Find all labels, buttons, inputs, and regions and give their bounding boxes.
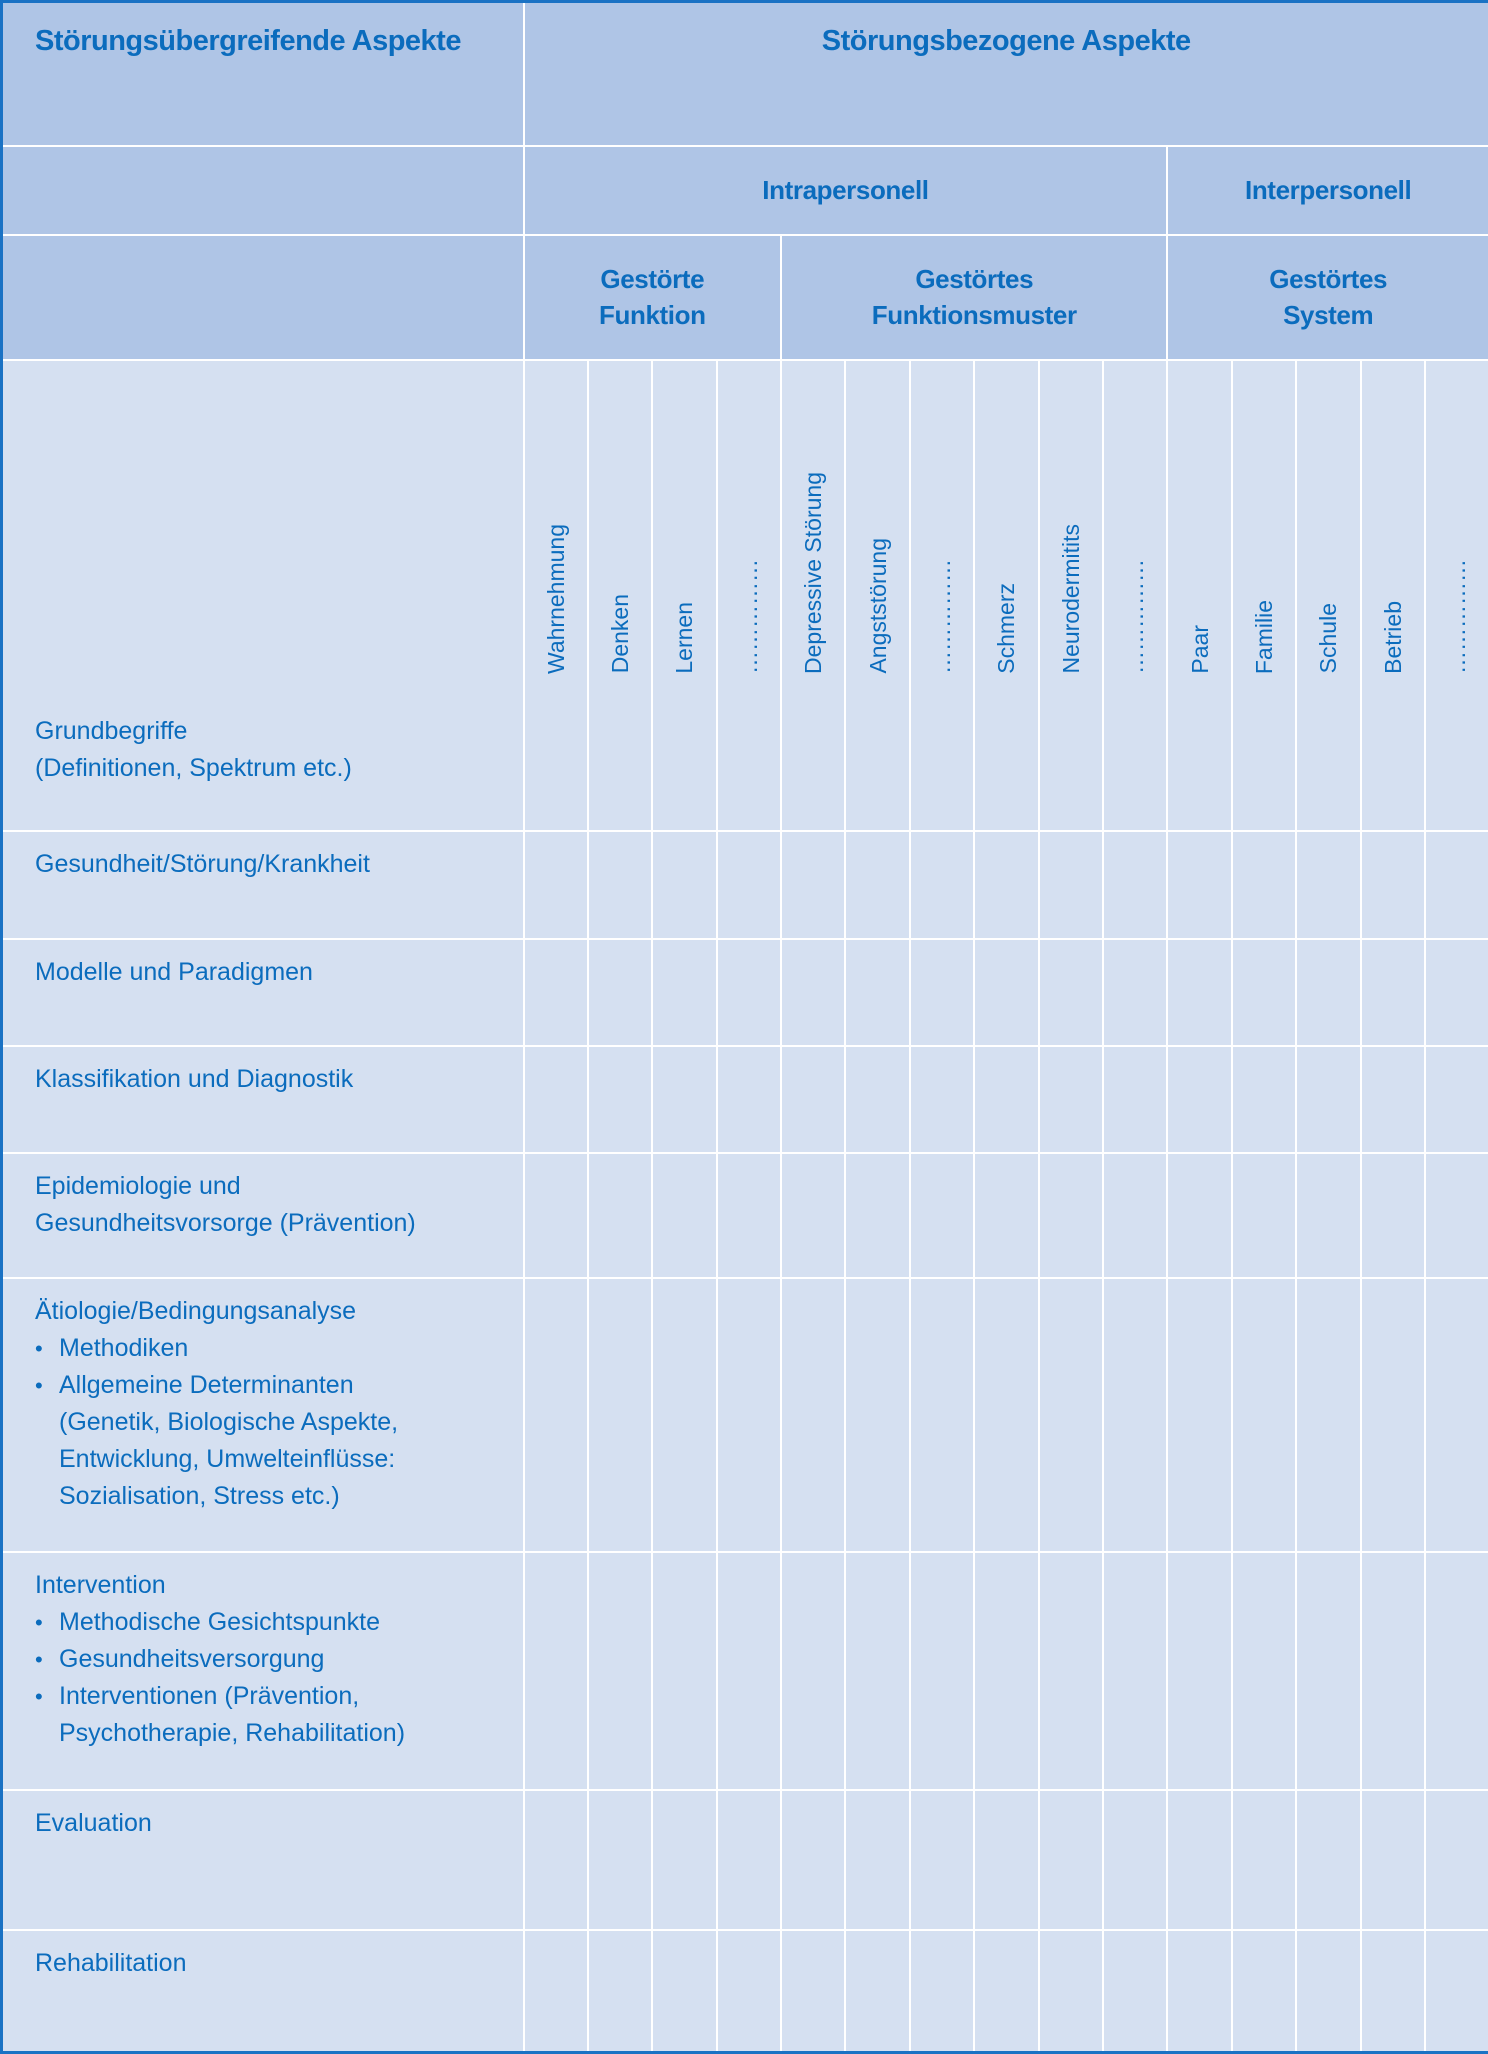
column-label: Lernen: [671, 602, 698, 674]
matrix-cell: [588, 1930, 652, 2052]
matrix-cell: [1167, 939, 1231, 1046]
matrix-cell: [1039, 1930, 1103, 2052]
bullet-text-line: Sozialisation, Stress etc.): [59, 1482, 340, 1511]
matrix-cell: [1167, 831, 1231, 939]
matrix-cell: [1039, 1046, 1103, 1153]
matrix-cell: [717, 939, 781, 1046]
row-label-line: Ätiologie/Bedingungsanalyse: [35, 1297, 357, 1326]
matrix-cell: [845, 939, 909, 1046]
table-row: [2, 939, 1488, 1046]
matrix-cell: [1425, 1278, 1488, 1552]
row-label-line: Gesundheit/Störung/Krankheit: [35, 849, 370, 878]
matrix-cell: [1103, 1790, 1167, 1930]
matrix-cell: [974, 1153, 1038, 1278]
matrix-cell: [1361, 1046, 1425, 1153]
row-label: [3, 1154, 523, 1242]
header-disturbed-system-label: Gestörtes System: [1269, 264, 1388, 331]
matrix-cell: [588, 1046, 652, 1153]
matrix-cell: [1232, 1046, 1296, 1153]
matrix-cell: [588, 1790, 652, 1930]
table-row: [2, 360, 1488, 831]
matrix-cell: [1425, 1790, 1488, 1930]
bullet-item: [35, 1678, 523, 1752]
matrix-cell: [974, 1278, 1038, 1552]
matrix-cell: [1232, 939, 1296, 1046]
header-row-3: [2, 235, 1488, 360]
matrix-cell: [1039, 831, 1103, 939]
bullet-text-line: Gesundheitsversorgung: [59, 1645, 325, 1674]
matrix-cell: [1039, 1790, 1103, 1930]
bullet-text: [59, 1641, 324, 1678]
bullet-icon: •: [35, 1610, 43, 1636]
matrix-cell: [524, 1278, 588, 1552]
bullet-text-line: (Genetik, Biologische Aspekte,: [59, 1408, 399, 1437]
table-row: [2, 1552, 1488, 1790]
matrix-cell: [1232, 1278, 1296, 1552]
column-header-cell: [1232, 360, 1296, 831]
matrix-cell: [652, 1790, 716, 1930]
row-label-line: Klassifikation und Diagnostik: [35, 1064, 354, 1093]
matrix-cell: [524, 1153, 588, 1278]
column-header-cell: [1425, 360, 1488, 831]
table-row: [2, 1153, 1488, 1278]
header-disorder-related-aspects: Störungsbezogene Aspekte: [524, 2, 1488, 146]
matrix-cell: [1039, 939, 1103, 1046]
matrix-cell: [1425, 1930, 1488, 2052]
matrix-cell: [1103, 1278, 1167, 1552]
matrix-cell: [1296, 1278, 1360, 1552]
matrix-cell: [1167, 1790, 1231, 1930]
header-empty-cell: [2, 235, 524, 360]
column-header-cell: [910, 360, 974, 831]
matrix-cell: [781, 1930, 845, 2052]
matrix-cell: [1103, 1930, 1167, 2052]
header-intrapersonal: Intrapersonell: [524, 146, 1168, 235]
matrix-cell: [1361, 1790, 1425, 1930]
row-label: [3, 1047, 523, 1098]
bullet-item: [35, 1330, 523, 1367]
row-label-line: Rehabilitation: [35, 1949, 187, 1978]
matrix-cell: [1296, 831, 1360, 939]
column-header-cell: [1167, 360, 1231, 831]
column-header-cell: [717, 360, 781, 831]
column-label: ……………: [735, 558, 762, 674]
header-interpersonal: Interpersonell: [1167, 146, 1488, 235]
row-label-cell: [2, 939, 524, 1046]
header-empty-cell: [2, 146, 524, 235]
matrix-cell: [652, 1930, 716, 2052]
row-label-cell: [2, 1278, 524, 1552]
matrix-cell: [1103, 1552, 1167, 1790]
row-label: [3, 1279, 523, 1515]
column-label: ……………: [929, 558, 956, 674]
column-label: Paar: [1186, 625, 1213, 674]
bullet-text: [59, 1330, 188, 1367]
matrix-cell: [717, 1278, 781, 1552]
row-label-cell: [2, 360, 524, 831]
matrix-cell: [588, 1278, 652, 1552]
column-label: Betrieb: [1379, 600, 1406, 674]
matrix-cell: [1039, 1278, 1103, 1552]
matrix-cell: [652, 1046, 716, 1153]
matrix-cell: [781, 1552, 845, 1790]
matrix-cell: [974, 1046, 1038, 1153]
bullet-item: [35, 1367, 523, 1515]
matrix-cell: [1039, 1153, 1103, 1278]
matrix-cell: [845, 1278, 909, 1552]
matrix-cell: [845, 1046, 909, 1153]
row-label-cell: [2, 1790, 524, 1930]
matrix-cell: [652, 1278, 716, 1552]
matrix-cell: [652, 939, 716, 1046]
column-label: Wahrnehmung: [542, 523, 569, 674]
bullet-text-line: Entwicklung, Umwelteinflüsse:: [59, 1445, 396, 1474]
column-label: Schule: [1315, 603, 1342, 674]
column-header-cell: [845, 360, 909, 831]
row-label-line: Epidemiologie und: [35, 1172, 241, 1201]
matrix-cell: [1425, 939, 1488, 1046]
row-label-line: Gesundheitsvorsorge (Prävention): [35, 1209, 416, 1238]
matrix-cell: [1296, 1552, 1360, 1790]
matrix-cell: [845, 1930, 909, 2052]
header-row-2: [2, 146, 1488, 235]
column-label: Denken: [607, 594, 634, 674]
matrix-cell: [1167, 1552, 1231, 1790]
matrix-cell: [588, 939, 652, 1046]
matrix-cell: [1296, 1930, 1360, 2052]
matrix-cell: [1361, 1153, 1425, 1278]
row-label-cell: [2, 1046, 524, 1153]
matrix-cell: [1296, 1153, 1360, 1278]
matrix-cell: [1167, 1278, 1231, 1552]
bullet-text: [59, 1367, 398, 1515]
column-header-cell: [781, 360, 845, 831]
column-label: ……………: [1122, 558, 1149, 674]
matrix-cell: [781, 939, 845, 1046]
bullet-text-line: Methodische Gesichtspunkte: [59, 1608, 381, 1637]
matrix-cell: [1232, 831, 1296, 939]
row-label-cell: [2, 1930, 524, 2052]
matrix-cell: [717, 831, 781, 939]
row-label: [3, 1931, 523, 1982]
row-label: [3, 832, 523, 883]
matrix-cell: [1361, 1278, 1425, 1552]
matrix-cell: [1296, 1046, 1360, 1153]
column-label: Angststörung: [864, 538, 891, 674]
matrix-cell: [910, 1153, 974, 1278]
matrix-cell: [910, 1046, 974, 1153]
matrix-cell: [845, 1790, 909, 1930]
matrix-cell: [781, 831, 845, 939]
bullet-text-line: Interventionen (Prävention,: [59, 1682, 360, 1711]
matrix-cell: [1103, 1046, 1167, 1153]
header-disturbed-function-pattern: [781, 235, 1167, 360]
row-label-cell: [2, 1552, 524, 1790]
matrix-cell: [974, 939, 1038, 1046]
bullet-icon: •: [35, 1684, 43, 1710]
row-label-line: Grundbegriffe: [35, 716, 188, 745]
column-label: ……………: [1443, 558, 1470, 674]
matrix-cell: [845, 1153, 909, 1278]
matrix-cell: [588, 1552, 652, 1790]
matrix-cell: [588, 1153, 652, 1278]
table-row: [2, 1046, 1488, 1153]
matrix-cell: [1296, 939, 1360, 1046]
bullet-icon: •: [35, 1373, 43, 1399]
header-disturbed-function: [524, 235, 782, 360]
column-label: Neurodermitits: [1057, 524, 1084, 674]
matrix-cell: [1296, 1790, 1360, 1930]
column-header-cell: [588, 360, 652, 831]
table-row: [2, 831, 1488, 939]
matrix-cell: [1232, 1153, 1296, 1278]
column-header-cell: [1361, 360, 1425, 831]
matrix-cell: [845, 1552, 909, 1790]
matrix-cell: [974, 1790, 1038, 1930]
matrix-cell: [1361, 831, 1425, 939]
matrix-cell: [652, 1153, 716, 1278]
row-label-cell: [2, 831, 524, 939]
matrix-cell: [781, 1153, 845, 1278]
header-row-1: [2, 2, 1488, 146]
matrix-cell: [1167, 1153, 1231, 1278]
matrix-cell: [974, 1552, 1038, 1790]
table-row: [2, 1930, 1488, 2052]
matrix-cell: [910, 1930, 974, 2052]
matrix-cell: [845, 831, 909, 939]
bullet-text: [59, 1678, 405, 1752]
matrix-cell: [781, 1046, 845, 1153]
column-header-cell: [1039, 360, 1103, 831]
matrix-cell: [910, 1278, 974, 1552]
matrix-cell: [910, 939, 974, 1046]
matrix-cell: [717, 1046, 781, 1153]
matrix-cell: [717, 1153, 781, 1278]
matrix-cell: [910, 1552, 974, 1790]
matrix-cell: [1103, 939, 1167, 1046]
matrix-cell: [717, 1930, 781, 2052]
matrix-cell: [588, 831, 652, 939]
column-header-cell: [1296, 360, 1360, 831]
row-label-line: Modelle und Paradigmen: [35, 957, 313, 986]
matrix-cell: [781, 1790, 845, 1930]
matrix-body: [2, 360, 1488, 2053]
row-label-line: Intervention: [35, 1571, 166, 1600]
matrix-cell: [781, 1278, 845, 1552]
row-label-cell: [2, 1153, 524, 1278]
column-header-cell: [652, 360, 716, 831]
header-disturbed-function-pattern-label: Gestörtes Funktionsmuster: [871, 264, 1077, 331]
matrix-cell: [910, 831, 974, 939]
bullet-icon: •: [35, 1336, 43, 1362]
matrix-cell: [652, 831, 716, 939]
bullet-icon: •: [35, 1647, 43, 1673]
matrix-cell: [524, 1046, 588, 1153]
header-cross-disorder-aspects: Störungsübergreifende Aspekte: [2, 2, 524, 146]
column-label: Depressive Störung: [800, 471, 827, 674]
matrix-cell: [974, 831, 1038, 939]
matrix-cell: [1425, 1046, 1488, 1153]
header-disturbed-system: [1167, 235, 1488, 360]
table-row: [2, 1278, 1488, 1552]
row-label: [3, 1791, 523, 1842]
matrix-cell: [1361, 1930, 1425, 2052]
row-label: [3, 1553, 523, 1752]
matrix-cell: [1103, 831, 1167, 939]
matrix-cell: [1167, 1046, 1231, 1153]
matrix-cell: [524, 1930, 588, 2052]
matrix-cell: [1167, 1930, 1231, 2052]
bullet-text-line: Allgemeine Determinanten: [59, 1371, 354, 1400]
matrix-cell: [1361, 939, 1425, 1046]
matrix-cell: [524, 831, 588, 939]
bullet-item: [35, 1641, 523, 1678]
table-row: [2, 1790, 1488, 1930]
bullet-text: [59, 1604, 380, 1641]
row-label: [3, 361, 523, 787]
column-label: Familie: [1250, 599, 1277, 674]
column-header-cell: [1103, 360, 1167, 831]
matrix-cell: [1425, 831, 1488, 939]
row-label-line: (Definitionen, Spektrum etc.): [35, 753, 352, 782]
matrix-cell: [652, 1552, 716, 1790]
matrix-cell: [1361, 1552, 1425, 1790]
matrix-cell: [974, 1930, 1038, 2052]
matrix-cell: [717, 1790, 781, 1930]
matrix-cell: [524, 1790, 588, 1930]
matrix-cell: [524, 1552, 588, 1790]
column-header-cell: [974, 360, 1038, 831]
row-label: [3, 940, 523, 991]
column-label: Schmerz: [993, 582, 1020, 674]
matrix-cell: [910, 1790, 974, 1930]
matrix-cell: [1232, 1552, 1296, 1790]
matrix-cell: [524, 939, 588, 1046]
matrix-cell: [1232, 1930, 1296, 2052]
matrix-cell: [717, 1552, 781, 1790]
bullet-item: [35, 1604, 523, 1641]
bullet-text-line: Psychotherapie, Rehabilitation): [59, 1719, 406, 1748]
matrix-cell: [1425, 1153, 1488, 1278]
column-header-cell: [524, 360, 588, 831]
bullet-text-line: Methodiken: [59, 1334, 189, 1363]
matrix-cell: [1232, 1790, 1296, 1930]
row-label-line: Evaluation: [35, 1809, 152, 1838]
matrix-cell: [1425, 1552, 1488, 1790]
matrix-cell: [1103, 1153, 1167, 1278]
header-disturbed-function-label: Gestörte Funktion: [599, 264, 706, 331]
matrix-cell: [1039, 1552, 1103, 1790]
